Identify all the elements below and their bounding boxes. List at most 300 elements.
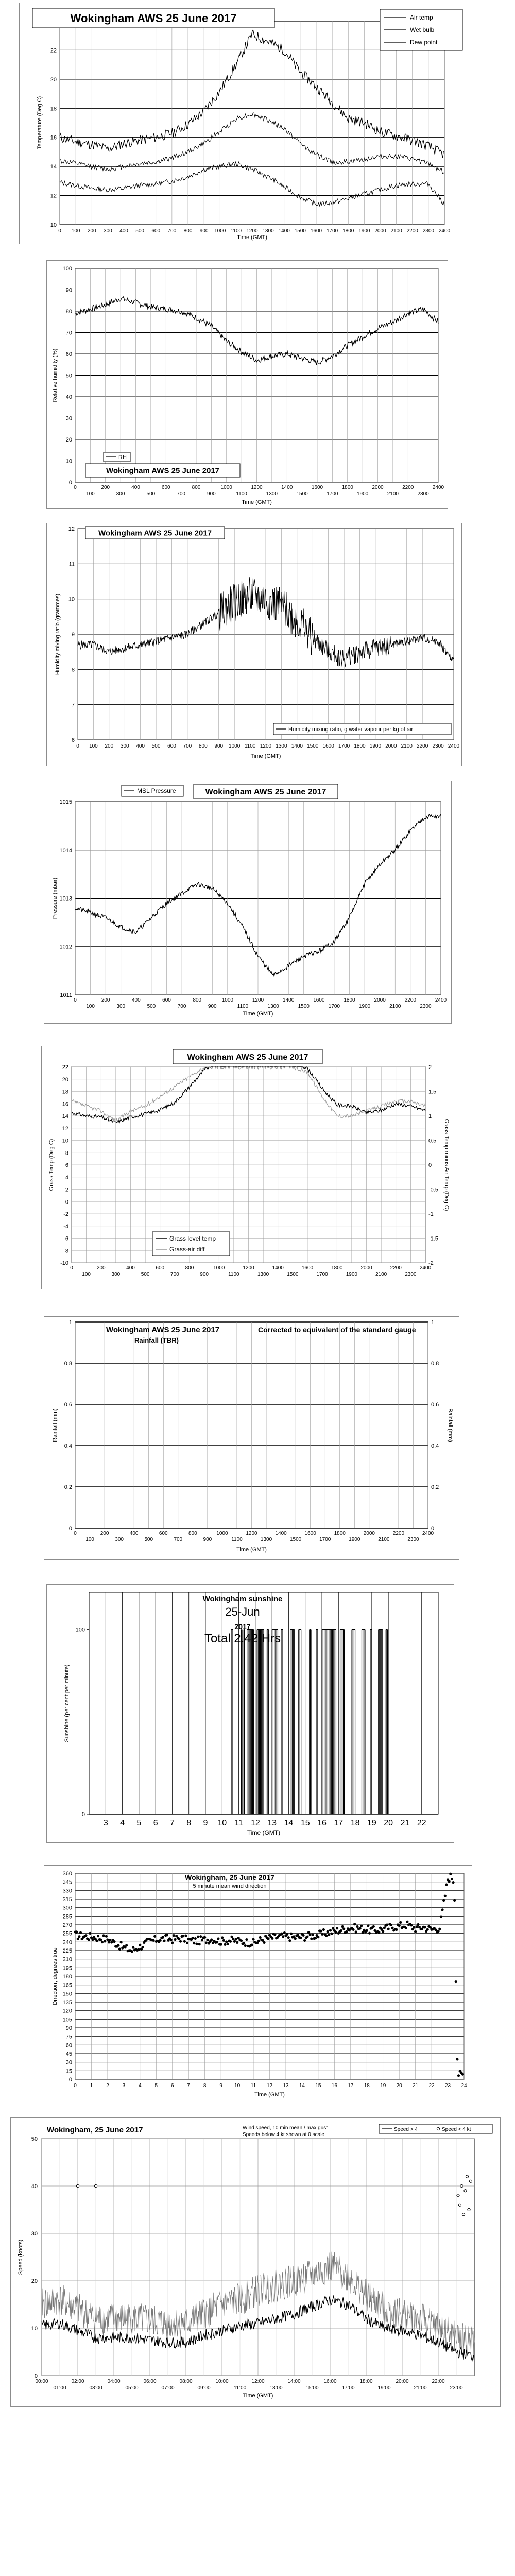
direction-point — [306, 1936, 308, 1938]
direction-point — [224, 1943, 226, 1946]
y-tick-label: 50 — [65, 372, 72, 379]
relative-humidity-chart — [47, 261, 448, 508]
y-tick-label: 20 — [65, 437, 72, 443]
x-axis-label: Time (GMT) — [243, 2393, 273, 2399]
direction-point — [282, 1935, 284, 1938]
direction-point — [423, 1926, 426, 1928]
direction-point — [448, 1880, 451, 1883]
y-tick-label: 16 — [50, 134, 57, 141]
direction-point — [206, 1939, 209, 1941]
x-tick-label: 600 — [159, 1531, 168, 1536]
y-right-tick-label: 0 — [428, 1162, 432, 1168]
direction-point — [197, 1936, 199, 1938]
x-tick-label: 21 — [400, 1819, 410, 1827]
direction-point — [362, 1931, 364, 1934]
direction-point — [205, 1941, 208, 1944]
humidity-chart-panel — [46, 260, 448, 509]
direction-point — [229, 1940, 232, 1943]
direction-point — [199, 1935, 202, 1938]
direction-point — [193, 1942, 195, 1944]
direction-point — [195, 1942, 198, 1945]
x-tick-label: 1700 — [316, 1272, 328, 1277]
x-tick-label: 6 — [170, 2083, 174, 2089]
direction-point — [163, 1939, 165, 1942]
grass-temperature-chart — [42, 1046, 459, 1289]
direction-point — [173, 1934, 175, 1937]
direction-point — [280, 1933, 283, 1935]
y-tick-label: -2 — [63, 1211, 68, 1217]
x-tick-label: 900 — [207, 491, 216, 497]
y-tick-label: 0 — [68, 480, 72, 486]
x-tick-label: 2400 — [432, 485, 444, 490]
x-tick-label: 2300 — [417, 491, 429, 497]
x-tick-label: 700 — [170, 1272, 179, 1277]
y-right-tick-label: 0.6 — [431, 1402, 439, 1408]
direction-point — [395, 1928, 398, 1931]
y-tick-label: 120 — [62, 2008, 72, 2014]
x-tick-label: 1200 — [246, 228, 258, 234]
x-tick-label: 18:00 — [359, 2379, 373, 2384]
direction-point — [452, 1881, 454, 1884]
x-tick-label: 2100 — [389, 1004, 401, 1009]
x-tick-label: 4 — [139, 2083, 142, 2089]
x-tick-label: 1400 — [272, 1265, 284, 1271]
x-axis-label: Time (GMT) — [236, 1547, 267, 1553]
x-tick-label: 800 — [183, 228, 193, 234]
x-tick-label: 800 — [193, 997, 202, 1003]
x-tick-label: 00:00 — [35, 2379, 48, 2384]
direction-point — [317, 1936, 319, 1938]
low-speed-marker — [458, 2204, 461, 2206]
y-axis-label: Sunshine (per cent per minute) — [64, 1664, 70, 1742]
direction-point — [220, 1943, 222, 1946]
x-tick-label: 7 — [169, 1819, 175, 1827]
direction-point — [184, 1935, 187, 1937]
direction-point — [283, 1931, 286, 1934]
x-tick-label: 3 — [122, 2083, 126, 2089]
direction-point — [325, 1935, 328, 1937]
x-tick-label: 10:00 — [215, 2379, 229, 2384]
direction-point — [286, 1933, 288, 1936]
y-tick-label: 210 — [62, 1956, 72, 1963]
x-tick-label: 0 — [74, 2083, 77, 2089]
chart-annotation: Corrected to equivalent of the standard gauge — [258, 1326, 416, 1334]
legend-label: Grass-air diff — [169, 1246, 205, 1253]
y-right-tick-label: -0.5 — [428, 1187, 438, 1193]
chart-title: Wokingham, 25 June 2017 — [184, 1873, 275, 1882]
x-tick-label: 500 — [151, 743, 161, 749]
x-tick-label: 1300 — [267, 1004, 279, 1009]
x-tick-label: 24 — [461, 2083, 467, 2089]
low-speed-marker — [460, 2184, 463, 2187]
x-tick-label: 11:00 — [233, 2385, 247, 2391]
x-tick-label: 200 — [105, 743, 114, 749]
direction-point — [453, 1899, 456, 1902]
direction-point — [75, 1930, 78, 1933]
y-tick-label: 225 — [62, 1948, 72, 1954]
legend-label: Humidity mixing ratio, g water vapour per kg of air — [288, 726, 414, 733]
x-tick-label: 2200 — [417, 743, 428, 749]
direction-point — [366, 1929, 368, 1932]
y-tick-label: 20 — [62, 1076, 68, 1083]
y-right-tick-label: -2 — [428, 1260, 434, 1266]
direction-point — [382, 1930, 384, 1933]
direction-point — [360, 1924, 363, 1927]
y-right-axis-label: Rainfall (mm) — [447, 1408, 453, 1442]
direction-point — [336, 1927, 338, 1929]
x-tick-label: 09:00 — [197, 2385, 211, 2391]
direction-point — [99, 1938, 102, 1941]
direction-point — [327, 1930, 329, 1933]
y-tick-label: 315 — [62, 1896, 72, 1903]
x-tick-label: 12 — [250, 1819, 260, 1827]
x-tick-label: 2200 — [406, 228, 418, 234]
x-tick-label: 600 — [151, 228, 161, 234]
x-tick-label: 800 — [185, 1265, 194, 1271]
x-tick-label: 1600 — [322, 743, 334, 749]
x-tick-label: 6 — [153, 1819, 158, 1827]
x-tick-label: 2300 — [405, 1272, 417, 1277]
x-tick-label: 22 — [417, 1819, 426, 1827]
direction-point — [312, 1933, 314, 1936]
low-speed-marker — [466, 2175, 468, 2178]
y-tick-label: 10 — [65, 458, 72, 465]
x-tick-label: 19:00 — [377, 2385, 391, 2391]
x-tick-label: 2400 — [419, 1265, 432, 1271]
direction-point — [118, 1948, 121, 1951]
x-tick-label: 1900 — [349, 1537, 360, 1543]
x-tick-label: 9 — [219, 2083, 222, 2089]
x-tick-label: 01:00 — [53, 2385, 66, 2391]
x-axis-label: Time (GMT) — [242, 499, 272, 505]
x-tick-label: 900 — [208, 1004, 217, 1009]
x-tick-label: 1700 — [338, 743, 350, 749]
x-tick-label: 2000 — [360, 1265, 372, 1271]
x-tick-label: 1700 — [328, 1004, 340, 1009]
y-tick-label: 0.6 — [64, 1402, 72, 1408]
direction-point — [307, 1931, 310, 1934]
pressure-chart — [44, 781, 451, 1023]
x-tick-label: 100 — [85, 1537, 94, 1543]
direction-point — [390, 1924, 392, 1926]
direction-point — [139, 1944, 141, 1946]
direction-point — [201, 1939, 203, 1941]
low-speed-marker — [464, 2190, 467, 2192]
chart-title: Wokingham AWS 25 June 2017 — [70, 11, 237, 25]
x-tick-label: 1400 — [275, 1531, 287, 1536]
legend-label: Wet bulb — [410, 26, 435, 33]
y-right-tick-label: 2 — [428, 1064, 432, 1071]
x-tick-label: 2100 — [390, 228, 402, 234]
x-tick-label: 0 — [76, 743, 79, 749]
y-tick-label: 7 — [71, 702, 75, 708]
sunshine-chart — [47, 1585, 454, 1842]
direction-point — [258, 1940, 260, 1942]
direction-point — [372, 1925, 375, 1928]
x-tick-label: 1900 — [346, 1272, 357, 1277]
y-tick-label: 0 — [81, 1811, 85, 1818]
direction-point — [251, 1943, 253, 1946]
chart-title: Wokingham AWS 25 June 2017 — [98, 529, 212, 538]
x-tick-label: 1100 — [230, 228, 242, 234]
x-tick-label: 20 — [396, 2083, 402, 2089]
y-tick-label: 100 — [62, 266, 72, 272]
direction-point — [174, 1938, 176, 1941]
y-tick-label: 240 — [62, 1939, 72, 1946]
x-tick-label: 1000 — [216, 1531, 228, 1536]
x-tick-label: 23:00 — [450, 2385, 463, 2391]
direction-point — [328, 1934, 330, 1936]
x-tick-label: 4 — [120, 1819, 125, 1827]
direction-point — [290, 1933, 293, 1935]
x-tick-label: 1800 — [331, 1265, 343, 1271]
legend-swatch — [437, 2127, 439, 2130]
direction-point — [243, 1942, 245, 1944]
x-tick-label: 0 — [74, 997, 77, 1003]
x-tick-label: 21 — [413, 2083, 419, 2089]
x-tick-label: 20 — [384, 1819, 393, 1827]
x-tick-label: 7 — [187, 2083, 190, 2089]
x-tick-label: 900 — [203, 1537, 212, 1543]
x-tick-label: 19 — [367, 1819, 376, 1827]
y-tick-label: 195 — [62, 1965, 72, 1972]
direction-point — [398, 1924, 401, 1927]
x-tick-label: 16 — [317, 1819, 327, 1827]
legend-label: RH — [118, 454, 127, 461]
legend-label: Speed > 4 — [394, 2127, 418, 2132]
x-tick-label: 200 — [100, 1531, 109, 1536]
y-tick-label: 14 — [62, 1113, 68, 1120]
x-tick-label: 2100 — [375, 1272, 387, 1277]
x-tick-label: 1500 — [296, 491, 308, 497]
chart-title: Wokingham AWS 25 June 2017 — [106, 466, 220, 476]
x-tick-label: 1100 — [237, 1004, 249, 1009]
legend-label: MSL Pressure — [137, 787, 176, 794]
x-tick-label: 1800 — [342, 228, 354, 234]
low-speed-marker — [468, 2208, 470, 2211]
y-tick-label: 360 — [62, 1871, 72, 1877]
direction-point — [391, 1927, 393, 1929]
x-tick-label: 12 — [266, 2083, 273, 2089]
x-tick-label: 10 — [217, 1819, 227, 1827]
x-tick-label: 1300 — [258, 1272, 269, 1277]
x-tick-label: 1000 — [213, 1265, 225, 1271]
x-tick-label: 1600 — [310, 228, 322, 234]
low-speed-marker — [76, 2184, 79, 2187]
direction-point — [267, 1937, 269, 1940]
wind-speed-chart-panel — [10, 2117, 501, 2407]
direction-point — [95, 1939, 98, 1942]
x-tick-label: 8 — [203, 2083, 207, 2089]
direction-point — [417, 1923, 419, 1926]
wind-speed-chart — [11, 2118, 500, 2406]
x-tick-label: 1400 — [291, 743, 303, 749]
y-tick-label: 45 — [65, 2051, 72, 2057]
x-tick-label: 1900 — [358, 1004, 371, 1009]
x-tick-label: 1900 — [357, 491, 369, 497]
legend-label: Speed < 4 kt — [442, 2127, 471, 2132]
x-tick-label: 17 — [348, 2083, 354, 2089]
direction-point — [377, 1931, 380, 1934]
direction-point — [455, 1980, 457, 1983]
x-tick-label: 900 — [214, 743, 224, 749]
y-tick-label: 100 — [75, 1626, 85, 1633]
y-tick-label: 0 — [65, 1199, 68, 1206]
direction-point — [186, 1942, 188, 1944]
x-tick-label: 1200 — [252, 997, 264, 1003]
chart-title: Wokingham AWS 25 June 2017 — [205, 787, 327, 796]
direction-point — [451, 1878, 453, 1880]
x-tick-label: 2300 — [422, 228, 434, 234]
x-tick-label: 1800 — [354, 743, 366, 749]
y-tick-label: 60 — [65, 351, 72, 358]
x-tick-label: 1500 — [307, 743, 319, 749]
x-tick-label: 1000 — [220, 485, 232, 490]
y-right-axis-label: Grass Temp minus Air Temp (Deg C) — [443, 1118, 450, 1211]
x-tick-label: 400 — [119, 228, 128, 234]
x-tick-label: 1800 — [341, 485, 353, 490]
direction-point — [217, 1937, 219, 1940]
mixing-ratio-chart — [47, 523, 461, 766]
direction-point — [106, 1938, 109, 1941]
chart-subtitle: Wind speed, 10 min mean / max gust — [243, 2125, 328, 2131]
x-tick-label: 900 — [200, 1272, 209, 1277]
x-tick-label: 2000 — [374, 997, 386, 1003]
direction-point — [367, 1924, 369, 1927]
y-tick-label: 300 — [62, 1905, 72, 1911]
y-tick-label: 0.4 — [64, 1443, 72, 1449]
y-tick-label: 12 — [68, 526, 75, 532]
y-axis-label: Rainfall (mm) — [52, 1408, 58, 1442]
y-tick-label: 90 — [65, 287, 72, 294]
chart-title: Wokingham AWS 25 June 2017 — [187, 1053, 308, 1062]
direction-point — [442, 1899, 445, 1902]
direction-point — [310, 1937, 313, 1940]
chart-subtitle: 5 minute mean wind direction — [193, 1883, 267, 1889]
x-tick-label: 1 — [90, 2083, 93, 2089]
direction-point — [342, 1927, 345, 1930]
y-tick-label: 10 — [31, 2326, 38, 2332]
x-tick-label: 18 — [350, 1819, 360, 1827]
direction-point — [263, 1941, 265, 1944]
x-tick-label: 600 — [162, 997, 171, 1003]
direction-point — [252, 1938, 254, 1940]
direction-point — [138, 1948, 140, 1951]
y-tick-label: 12 — [62, 1125, 68, 1132]
direction-point — [194, 1937, 197, 1940]
direction-point — [182, 1935, 184, 1937]
x-tick-label: 0 — [70, 1265, 73, 1271]
total-label: Total 2.42 Hrs — [204, 1632, 281, 1646]
x-tick-label: 1600 — [313, 997, 325, 1003]
x-tick-label: 200 — [101, 485, 110, 490]
x-tick-label: 5 — [154, 2083, 158, 2089]
x-tick-label: 1300 — [262, 228, 274, 234]
year-label: 2017 — [234, 1622, 251, 1631]
direction-point — [449, 1873, 452, 1875]
direction-point — [105, 1935, 108, 1938]
direction-point — [236, 1941, 238, 1944]
x-tick-label: 700 — [167, 228, 177, 234]
x-tick-label: 08:00 — [179, 2379, 193, 2384]
direction-point — [387, 1928, 390, 1930]
low-speed-marker — [462, 2213, 465, 2216]
legend-label: Grass level temp — [169, 1235, 216, 1242]
y-right-tick-label: 1 — [428, 1113, 432, 1120]
direction-point — [84, 1934, 87, 1937]
y-tick-label: 50 — [31, 2136, 38, 2142]
direction-point — [153, 1935, 156, 1938]
y-axis-label: Grass Temp (Deg C) — [48, 1139, 55, 1191]
x-tick-label: 800 — [188, 1531, 197, 1536]
x-tick-label: 15 — [315, 2083, 321, 2089]
chart-title: Wokingham AWS 25 June 2017 — [106, 1326, 220, 1334]
x-tick-label: 100 — [71, 228, 80, 234]
y-tick-label: 15 — [65, 2068, 72, 2075]
direction-point — [405, 1927, 407, 1929]
x-tick-label: 900 — [199, 228, 209, 234]
x-tick-label: 400 — [129, 1531, 139, 1536]
direction-point — [461, 2073, 464, 2076]
direction-point — [359, 1927, 362, 1929]
x-tick-label: 16 — [331, 2083, 337, 2089]
x-tick-label: 13 — [283, 2083, 289, 2089]
x-tick-label: 800 — [198, 743, 208, 749]
x-tick-label: 1900 — [358, 228, 370, 234]
x-tick-label: 9 — [203, 1819, 208, 1827]
direction-point — [245, 1938, 248, 1941]
x-tick-label: 1000 — [214, 228, 226, 234]
x-tick-label: 300 — [115, 1537, 124, 1543]
y-tick-label: 10 — [68, 596, 75, 603]
x-tick-label: 300 — [116, 1004, 126, 1009]
direction-point — [198, 1943, 201, 1945]
y-tick-label: 6 — [71, 737, 75, 743]
y-tick-label: 150 — [62, 1991, 72, 1997]
x-tick-label: 15 — [300, 1819, 310, 1827]
x-tick-label: 400 — [131, 485, 140, 490]
x-tick-label: 1000 — [221, 997, 233, 1003]
x-tick-label: 100 — [89, 743, 98, 749]
x-tick-label: 1200 — [246, 1531, 258, 1536]
y-tick-label: 4 — [65, 1174, 68, 1181]
x-tick-label: 0 — [74, 1531, 77, 1536]
x-tick-label: 22:00 — [432, 2379, 445, 2384]
direction-point — [234, 1938, 237, 1940]
x-tick-label: 500 — [144, 1537, 153, 1543]
direction-point — [222, 1939, 225, 1942]
y-tick-label: 255 — [62, 1930, 72, 1937]
direction-point — [330, 1933, 333, 1935]
direction-point — [170, 1939, 173, 1941]
x-tick-label: 14 — [299, 2083, 305, 2089]
x-tick-label: 07:00 — [161, 2385, 175, 2391]
x-tick-label: 05:00 — [125, 2385, 139, 2391]
direction-point — [108, 1941, 110, 1943]
x-tick-label: 2000 — [385, 743, 397, 749]
y-tick-label: 6 — [65, 1162, 68, 1168]
y-tick-label: 70 — [65, 330, 72, 336]
x-tick-label: 22 — [428, 2083, 435, 2089]
direction-point — [120, 1941, 123, 1943]
y-tick-label: 60 — [65, 2042, 72, 2049]
y-right-tick-label: 0.2 — [431, 1484, 439, 1490]
x-tick-label: 200 — [87, 228, 96, 234]
y-tick-label: 18 — [50, 106, 57, 112]
direction-point — [383, 1926, 386, 1929]
direction-point — [314, 1937, 317, 1939]
rainfall-chart — [44, 1317, 459, 1559]
